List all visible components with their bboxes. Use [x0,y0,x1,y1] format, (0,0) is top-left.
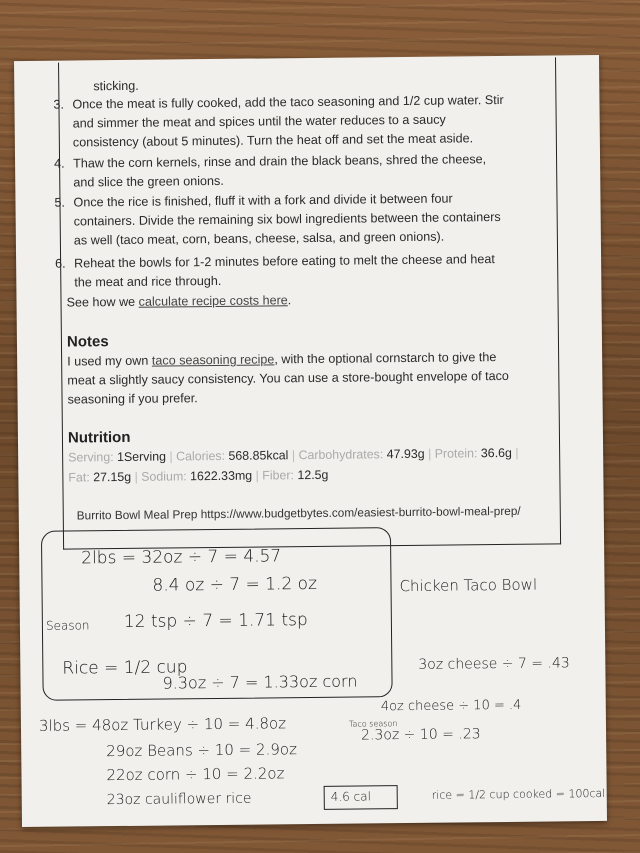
hw-corn: 22oz corn ÷ 10 = 2.2oz [106,764,285,785]
step-number: 4. [54,156,65,171]
hw-season-label: Season [45,618,90,633]
hw-rice-note: rice = 1/2 cup cooked = 100cal [431,786,606,802]
nutrition-heading: Nutrition [67,428,131,447]
notes-heading: Notes [66,333,109,351]
nutrition-row-2: Fat: 27.15g | Sodium: 1622.33mg | Fiber: 12.5g [68,467,329,485]
step-line: as well (taco meat, corn, beans, cheese, salsa, and green onions). [73,229,445,248]
step-line: Once the rice is finished, fluff it with a fork and divide it between four [73,191,453,210]
hw-line-3: 12 tsp ÷ 7 = 1.71 tsp [123,610,308,632]
step-number: 5. [54,195,66,210]
step-line: and slice the green onions. [73,173,224,190]
step-2-tail: sticking. [93,78,139,94]
step-line: consistency (about 5 minutes). Turn the heat off and set the meat aside. [72,131,474,150]
recipe-costs-line: See how we calculate recipe costs here. [66,293,292,310]
notes-line-1: I used my own taco seasoning recipe, with the optional cornstarch to give the [67,350,497,369]
hw-boxed-note: 4.6 cal [324,785,398,810]
hw-title: Chicken Taco Bowl [399,575,538,596]
recipe-costs-link[interactable]: calculate recipe costs here [138,293,288,309]
hw-taco-label: Taco season [348,719,398,729]
step-line: containers. Divide the remaining six bowl ingredients between the containers [73,209,501,229]
step-line: Once the meat is fully cooked, add the taco seasoning and 1/2 cup water. Stir [72,92,504,112]
hw-turkey: 3lbs = 48oz Turkey ÷ 10 = 4.8oz [38,714,287,735]
printed-recipe-page [14,55,607,827]
step-4 [54,150,543,193]
footer-url: Burrito Bowl Meal Prep https://www.budgetbytes.com/easiest-burrito-bowl-meal-prep/ [76,503,521,523]
step-5 [54,189,544,251]
step-line: Reheat the bowls for 1-2 minutes before eating to melt the cheese and heat [74,252,495,271]
step-line: Thaw the corn kernels, rinse and drain the black beans, shred the cheese, [73,152,487,171]
hw-cauliflower: 23oz cauliflower rice [106,790,252,809]
step-line: the meat and rice through. [74,273,222,290]
hw-line-2: 8.4 oz ÷ 7 = 1.2 oz [152,573,318,596]
hw-cheese-1: 3oz cheese ÷ 7 = .43 [418,655,570,673]
hw-line-1: 2lbs = 32oz ÷ 7 = 4.57 [81,546,282,569]
step-line: and simmer the meat and spices until the water reduces to a saucy [72,112,446,131]
notes-line-3: seasoning if you prefer. [67,391,198,407]
step-6 [55,250,544,293]
step-3 [53,91,543,153]
step-number: 3. [53,97,65,112]
step-number: 6. [55,256,66,271]
hw-taco: 2.3oz ÷ 10 = .23 [361,726,481,744]
hw-line-4: Rice = 1/2 cup [62,657,188,679]
nutrition-row-1: Serving: 1Serving | Calories: 568.85kcal | Carbohydrates: 47.93g | Protein: 36.6g | [68,445,519,465]
hw-cheese-2: 4oz cheese ÷ 10 = .4 [380,697,522,715]
taco-seasoning-link[interactable]: taco seasoning recipe [151,352,275,368]
hw-beans: 29oz Beans ÷ 10 = 2.9oz [106,740,297,761]
notes-line-2: meat a slightly saucy consistency. You can use a store-bought envelope of taco [67,368,509,388]
hw-line-5: 9.3oz ÷ 7 = 1.33oz corn [162,671,358,693]
